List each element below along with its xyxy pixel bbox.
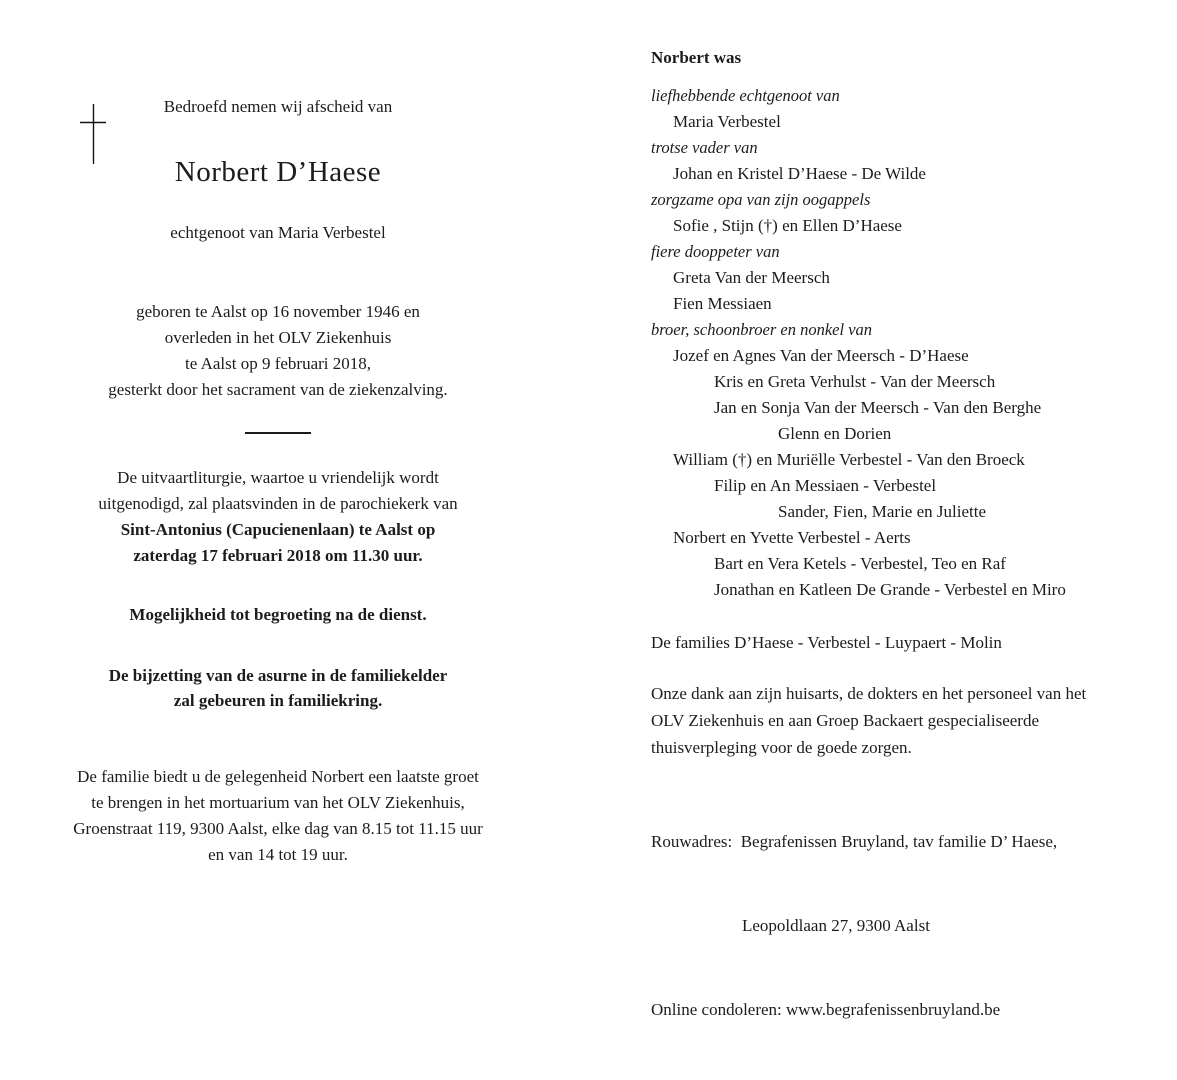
relation-name: Jozef en Agnes Van der Meersch - D’Haese: [673, 346, 969, 365]
relation-category: broer, schoonbroer en nonkel van: [651, 320, 873, 339]
birth-death-line: gesterkt door het sacrament van de ziekenzalving.: [108, 380, 448, 399]
birth-death-line: te Aalst op 9 februari 2018,: [184, 354, 371, 373]
announcement-intro: Bedroefd nemen wij afscheid van: [163, 97, 393, 116]
relation-category: liefhebbende echtgenoot van: [651, 86, 840, 105]
families-line: De families D’Haese - Verbestel - Luypaert - Molin: [651, 633, 1002, 652]
mourning-address-line: Leopoldlaan 27, 9300 Aalst: [742, 916, 930, 935]
interment-block: [58, 663, 498, 713]
mortuary-line: De familie biedt u de gelegenheid Norbert een laatste groet: [77, 767, 479, 786]
relation-category: fiere dooppeter van: [651, 242, 780, 261]
relation-category: trotse vader van: [651, 138, 758, 157]
thanks-line: Onze dank aan zijn huisarts, de dokters en het personeel van het: [651, 684, 1087, 703]
birth-death-block: [58, 299, 498, 403]
mortuary-visit-block: [58, 764, 498, 868]
section-divider: [245, 432, 311, 434]
relation-name: Sofie , Stijn (†) en Ellen D’Haese: [673, 216, 902, 235]
announcement-column: [58, 0, 498, 868]
online-condolence-line: Online condoleren: www.begrafenissenbruyland.be: [651, 1000, 1001, 1019]
relation-name: Maria Verbestel: [673, 112, 781, 131]
greeting-line: Mogelijkheid tot begroeting na de dienst.: [129, 605, 427, 624]
mourning-address-block: [651, 772, 1141, 1080]
relation-name: Filip en An Messiaen - Verbestel: [714, 476, 937, 495]
deceased-name: Norbert D’Haese: [174, 156, 382, 188]
relation-name: Norbert en Yvette Verbestel - Aerts: [673, 528, 911, 547]
service-line: De uitvaartliturgie, waartoe u vriendelijk wordt: [117, 468, 439, 487]
interment-line: zal gebeuren in familiekring.: [173, 691, 383, 710]
thanks-line: OLV Ziekenhuis en aan Groep Backaert gespecialiseerde: [651, 711, 1040, 730]
mortuary-line: Groenstraat 119, 9300 Aalst, elke dag van 8.15 tot 11.15 uur: [73, 819, 483, 838]
service-location-line: Sint-Antonius (Capucienenlaan) te Aalst op: [120, 520, 436, 539]
relation-name: Jonathan en Katleen De Grande - Verbestel en Miro: [714, 580, 1066, 599]
relation-name: Jan en Sonja Van der Meersch - Van den Berghe: [714, 398, 1042, 417]
relation-category: zorgzame opa van zijn oogappels: [651, 190, 871, 209]
family-column: [651, 0, 1141, 1080]
relation-name: Johan en Kristel D’Haese - De Wilde: [673, 164, 926, 183]
service-line: uitgenodigd, zal plaatsvinden in de parochiekerk van: [98, 494, 458, 513]
family-heading: Norbert was: [651, 48, 742, 67]
mortuary-line: te brengen in het mortuarium van het OLV Ziekenhuis,: [91, 793, 465, 812]
interment-line: De bijzetting van de asurne in de familiekelder: [108, 666, 448, 685]
relation-name: Fien Messiaen: [673, 294, 772, 313]
spouse-line: echtgenoot van Maria Verbestel: [170, 223, 386, 242]
birth-death-line: geboren te Aalst op 16 november 1946 en: [136, 302, 420, 321]
thanks-line: thuisverpleging voor de goede zorgen.: [651, 738, 912, 757]
relation-name: Greta Van der Meersch: [673, 268, 830, 287]
thanks-block: [651, 680, 1141, 761]
mourning-address-line: Rouwadres: Begrafenissen Bruyland, tav familie D’ Haese,: [651, 832, 1058, 851]
birth-death-line: overleden in het OLV Ziekenhuis: [164, 328, 392, 347]
relations-list: [651, 83, 1141, 603]
funeral-service-block: [58, 465, 498, 569]
relation-name: Sander, Fien, Marie en Juliette: [778, 502, 986, 521]
mortuary-line: en van 14 tot 19 uur.: [208, 845, 348, 864]
relation-name: Glenn en Dorien: [778, 424, 892, 443]
relation-name: Kris en Greta Verhulst - Van der Meersch: [714, 372, 996, 391]
relation-name: Bart en Vera Ketels - Verbestel, Teo en Raf: [714, 554, 1006, 573]
relation-name: William (†) en Muriëlle Verbestel - Van den Broeck: [673, 450, 1025, 469]
service-datetime-line: zaterdag 17 februari 2018 om 11.30 uur.: [133, 546, 423, 565]
